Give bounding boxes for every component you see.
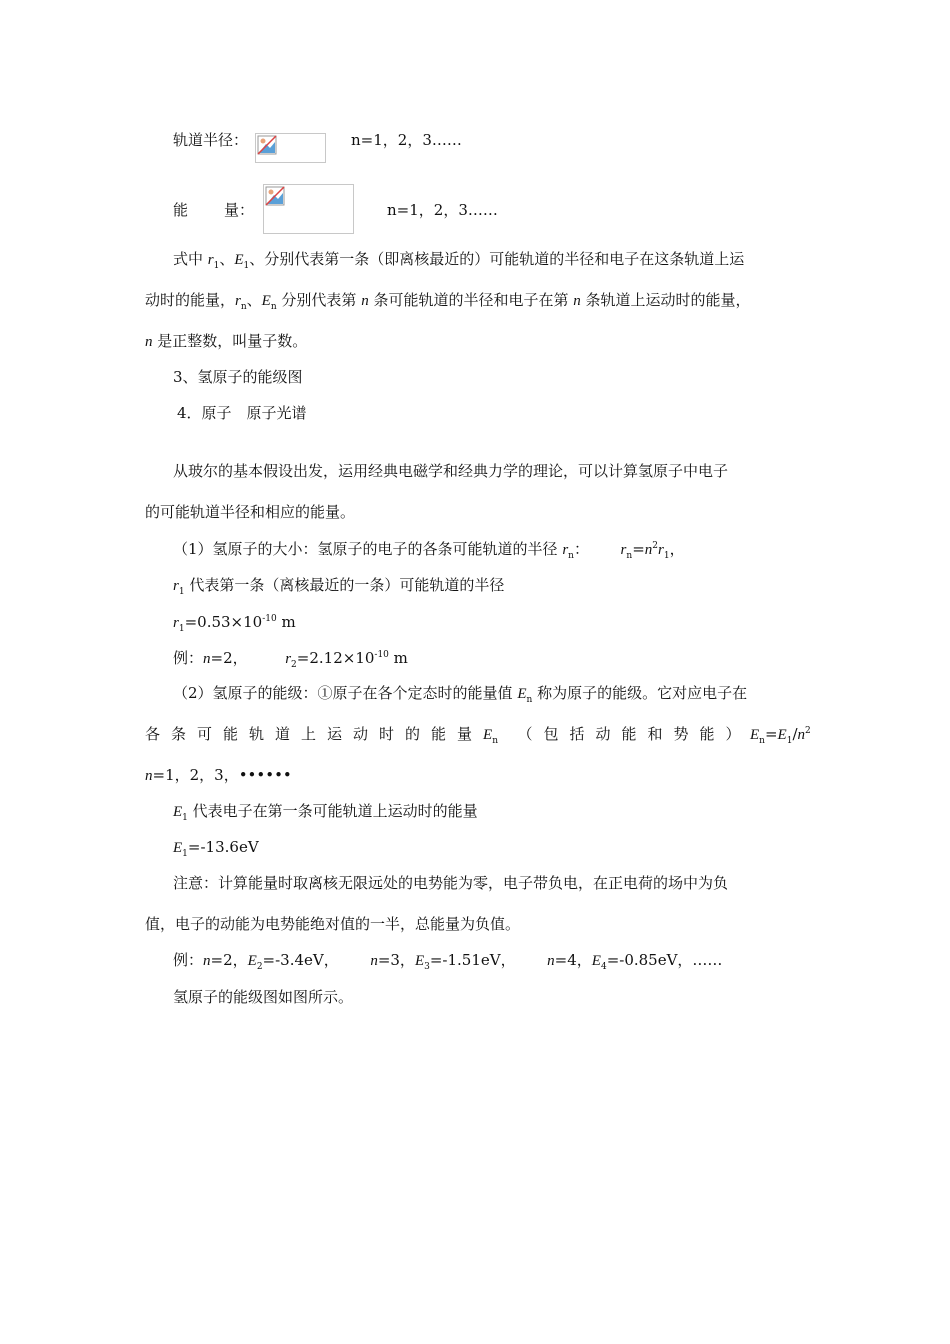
note-line2: 值，电子的动能为电势能绝对值的一半，总能量为负值。 [145,915,521,933]
note-line1: 注意：计算能量时取离核无限远处的电势能为零，电子带负电，在正电荷的场中为负 [173,874,729,892]
heading-atomic-spectrum: 4．原子 原子光谱 [177,404,307,422]
size-line4: 例：n=2， $r_2=2.12\times 10^{-10}$ m [173,649,408,670]
radius-n-values: n=1，2，3…… [351,131,462,149]
size-line2: $r_1$ 代表第一条（离核最近的一条）可能轨道的半径 [173,576,505,597]
energy-formula-image [263,184,354,234]
radius-formula-image [255,133,326,163]
para1-line3: n 是正整数，叫量子数。 [145,332,308,350]
para2-line1: 从玻尔的基本假设出发，运用经典电磁学和经典力学的理论，可以计算氢原子中电子 [173,462,729,480]
level-line5: $E_1=-13.6eV$ [173,838,259,859]
energy-label-b: 量： [224,201,255,219]
para1-line2: 动时的能量，$r_n$、$E_n$ 分别代表第 n 条可能轨道的半径和电子在第 n 条轨道上运动时的能量， [145,291,751,312]
heading-energy-diagram: 3、氢原子的能级图 [173,368,303,386]
example-line: 例：n=2，$E_2=-3.4eV$， n=3，$E_3=-1.51eV$， n=4，$E_4=-0.85eV$，…… [173,951,723,972]
level-line4: $E_1$ 代表电子在第一条可能轨道上运动时的能量 [173,802,478,823]
para2-line2: 的可能轨道半径和相应的能量。 [145,503,356,521]
size-line3: $r_1=0.53\times 10^{-10}$ m [173,613,296,634]
level-line2: 各条可能轨道上运动时的能量$E_n$ （包括动能和势能） [145,725,752,746]
energy-label-a: 能 [173,201,189,219]
radius-label: 轨道半径： [173,131,249,149]
level-line1: （2）氢原子的能级：①原子在各个定态时的能量值 $E_n$ 称为原子的能级。它对应电子在 [173,684,748,705]
broken-image-icon [265,186,285,206]
energy-n-values: n=1，2，3…… [387,201,498,219]
broken-image-icon [257,135,277,155]
level-formula: $E_n=E_1/n^2$ [750,725,811,746]
level-line3: n=1，2，3，•••••• [145,766,292,784]
final-line: 氢原子的能级图如图所示。 [173,988,354,1006]
size-line1: （1）氢原子的大小：氢原子的电子的各条可能轨道的半径 $r_n$： $r_n=n^2r_1$， [173,540,685,561]
para1-line1: 式中 $r_1$、$E_1$、分别代表第一条（即离核最近的）可能轨道的半径和电子在这条轨道上运 [173,250,745,271]
